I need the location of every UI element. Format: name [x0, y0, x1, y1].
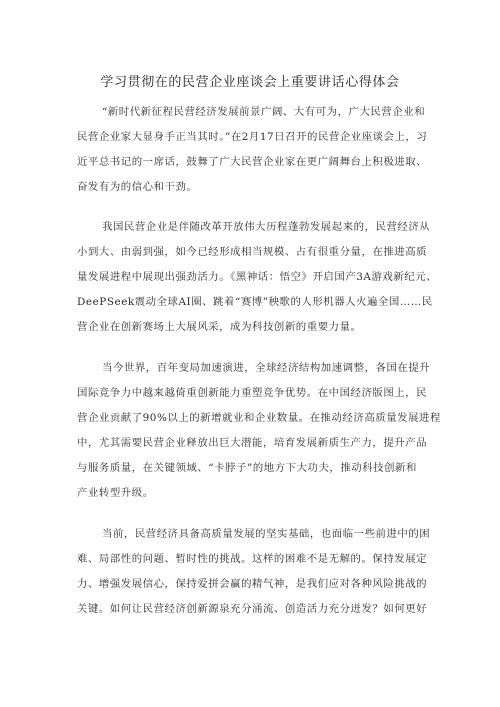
paragraph-line: 力、增强发展信心，保持爱拼会赢的精气神，是我们应对各种风险挑战的	[77, 578, 428, 590]
paragraph-line: 营企业贡献了90%以上的新增就业和企业数量。在推动经济高质量发展进程	[77, 412, 441, 424]
paragraph-line: 近平总书记的一席话，鼓舞了广大民营企业家在更广阔舞台上积极进取、	[77, 156, 428, 168]
paragraph-line: 民营企业家大显身手正当其时。”在2月17日召开的民营企业座谈会上，习	[77, 131, 428, 143]
paragraph-line: 难、局部性的问题、暂时性的挑战。这样的困难不是无解的。保持发展定	[77, 553, 428, 565]
paragraph-line: “新时代新征程民营经济发展前景广阔、大有可为，广大民营企业和	[102, 106, 426, 118]
paragraph-line: 中，尤其需要民营企业释放出巨大潜能，培育发展新质生产力，提升产品	[77, 437, 428, 449]
paragraph-line: 当今世界，百年变局加速演进，全球经济结构加速调整，各国在提升	[102, 362, 431, 374]
document-title: 学习贯彻在的民营企业座谈会上重要讲话心得体会	[100, 75, 400, 90]
paragraph-line: 当前，民营经济具备高质量发展的坚实基础，也面临一些前进中的困	[102, 528, 431, 540]
paragraph-line: 关键。如何让民营经济创新源泉充分涌流、创造活力充分迸发？如何更好	[77, 603, 428, 615]
paragraph-line: 产业转型升级。	[77, 487, 154, 499]
paragraph-line: 与服务质量，在关键领域、“卡脖子”的地方下大功夫，推动科技创新和	[77, 462, 417, 474]
paragraph-line: 营企业在创新赛场上大展风采，成为科技创新的重要力量。	[77, 321, 362, 333]
paragraph-line: 国际竞争力中越来越倚重创新能力重塑竞争优势。在中国经济版图上，民	[77, 387, 428, 399]
paragraph-line: DeePSeek震动全球AI圈、跳着“赛博”秧歌的人形机器人火遍全国……民	[77, 296, 433, 308]
paragraph-line: 小到大、由弱到强，如今已经形成相当规模、占有很重分量，在推进高质	[77, 246, 428, 258]
paragraph-line: 奋发有为的信心和干劲。	[77, 181, 198, 193]
paragraph-line: 量发展进程中展现出强劲活力。《黑神话：悟空》开启国产3A游戏新纪元、	[77, 271, 438, 283]
paragraph-line: 我国民营企业是伴随改革开放伟大历程蓬勃发展起来的，民营经济从	[102, 221, 431, 233]
